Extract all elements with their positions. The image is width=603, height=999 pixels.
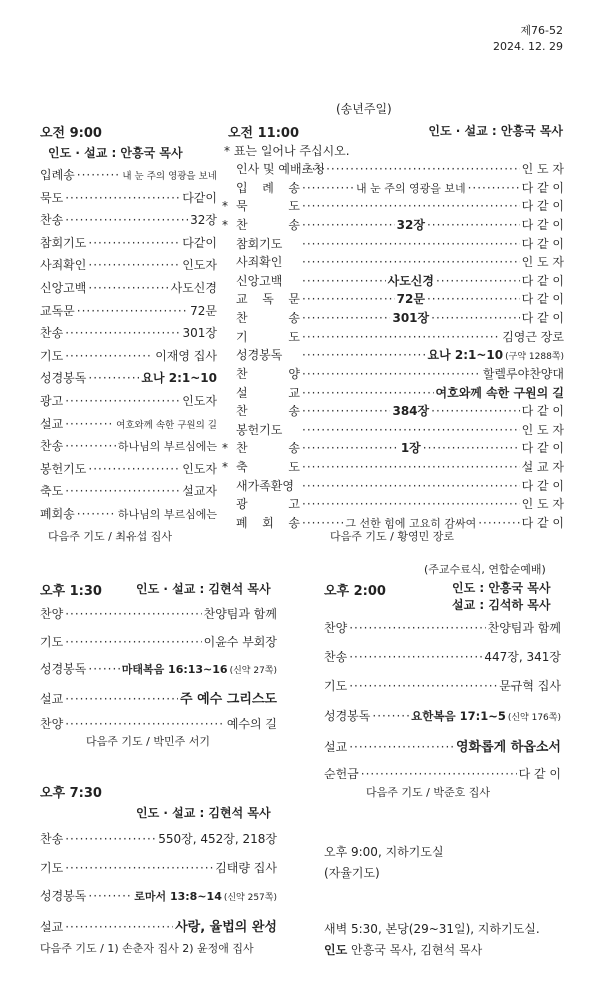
order-item — [40, 189, 217, 206]
order-label: 설교 — [40, 691, 64, 706]
order-value: 영화롭게 하옵소서 — [456, 739, 561, 755]
order-item — [222, 495, 564, 512]
order-item — [40, 887, 277, 904]
dot-leader — [302, 330, 500, 344]
dot-leader — [427, 218, 520, 232]
dot-leader — [65, 920, 173, 934]
order-item — [40, 859, 277, 876]
dot-leader — [88, 889, 132, 903]
order-item — [324, 619, 561, 636]
order-label: 기도 — [40, 348, 64, 363]
order-label: 찬송 — [40, 326, 64, 341]
order-label: 봉헌기도 — [236, 422, 283, 437]
order-item — [40, 279, 217, 296]
next-week-prayer: 다음주 기도 / 1) 손춘자 집사 2) 윤정애 집사 — [40, 942, 254, 955]
order-label: 찬양 — [40, 717, 64, 731]
service-leader: 인도 · 설교 : 안흥국 목사 — [428, 124, 563, 138]
order-item — [324, 765, 561, 782]
dot-leader — [436, 274, 520, 288]
order-label: 찬양 — [324, 621, 348, 635]
dot-leader — [65, 417, 114, 431]
order-value: 로마서 13:8~14 — [134, 890, 222, 903]
order-note: (신약 27쪽) — [229, 666, 277, 676]
dot-leader — [65, 394, 180, 408]
order-detail: 사도신경 — [387, 273, 434, 288]
standing-note: * 표는 일어나 주십시오. — [224, 144, 350, 158]
dot-leader — [302, 441, 399, 455]
dot-leader — [88, 236, 180, 250]
order-label: 신앙고백 — [40, 281, 87, 295]
order-item — [40, 505, 217, 522]
order-value: 301장 — [182, 326, 217, 341]
order-item — [222, 290, 564, 307]
standing-mark: * — [222, 460, 228, 475]
dot-leader — [65, 213, 188, 227]
order-person: 인 도 자 — [521, 162, 564, 176]
order-item — [222, 365, 564, 382]
order-item — [40, 234, 217, 251]
order-label: 찬 송 — [236, 311, 300, 326]
dot-leader — [361, 767, 517, 781]
order-item — [222, 439, 564, 456]
order-note: (신약 257쪽) — [223, 893, 277, 903]
dot-leader — [349, 650, 482, 664]
order-item — [324, 707, 561, 724]
order-label: 봉헌기도 — [40, 461, 87, 476]
order-item — [40, 324, 217, 341]
order-item — [40, 166, 217, 183]
order-value: 찬양팀과 함께 — [487, 621, 561, 635]
dawn-leader-label: 인도 — [324, 943, 348, 957]
standing-mark: * — [222, 217, 228, 232]
issue-number: 제76-52 — [520, 24, 563, 37]
dot-leader — [302, 348, 426, 362]
dot-leader — [302, 404, 390, 418]
order-value: 하나님의 부르심에는 — [117, 508, 217, 521]
order-person: 인 도 자 — [521, 497, 564, 512]
order-item — [324, 736, 561, 755]
dawn-prayer-leaders — [324, 941, 482, 958]
order-value: 32장 — [190, 213, 217, 228]
order-person: 다 같 이 — [521, 311, 564, 326]
order-label: 설 교 — [236, 385, 300, 400]
dot-leader — [65, 191, 180, 205]
dot-leader — [302, 386, 434, 400]
order-item — [222, 179, 564, 196]
order-value: 예수의 길 — [226, 717, 277, 731]
order-item — [324, 648, 561, 665]
order-value: 인도자 — [182, 394, 217, 408]
dot-leader — [302, 497, 520, 511]
order-item — [40, 392, 217, 409]
dot-leader — [431, 404, 519, 418]
order-label: 입례송 — [40, 168, 75, 182]
order-label: 입 례 송 — [236, 180, 300, 195]
order-person: 다 같 이 — [521, 515, 564, 530]
order-value: 72문 — [190, 303, 217, 318]
order-item — [40, 830, 277, 847]
order-person: 다 같 이 — [521, 217, 564, 232]
service-time: 오후 1:30 — [40, 584, 102, 599]
order-label: 교 독 문 — [236, 292, 300, 307]
dot-leader — [65, 349, 153, 363]
order-item — [40, 415, 217, 432]
dot-leader — [88, 371, 139, 385]
order-label: 찬송 — [40, 213, 64, 228]
order-item — [222, 402, 564, 419]
dot-leader — [65, 832, 156, 846]
dot-leader — [65, 607, 201, 621]
service-leader: 인도 · 설교 : 김현석 목사 — [136, 806, 271, 820]
order-item — [222, 309, 564, 326]
order-item — [222, 253, 564, 270]
order-label: 기도 — [324, 679, 348, 694]
order-detail: 32장 — [396, 217, 425, 232]
bulletin-date: 2024. 12. 29 — [493, 40, 563, 53]
order-label: 찬양 — [40, 607, 64, 621]
dot-leader — [468, 181, 520, 195]
order-item — [222, 346, 564, 363]
dot-leader — [302, 181, 354, 195]
order-label: 신앙고백 — [236, 273, 283, 288]
order-item — [40, 302, 217, 319]
order-item — [40, 256, 217, 273]
dot-leader — [65, 326, 180, 340]
order-value: 요나 2:1~10 — [141, 371, 217, 386]
dot-leader — [65, 439, 116, 453]
order-label: 찬송 — [40, 832, 64, 846]
order-label: 사죄확인 — [236, 255, 283, 270]
order-label: 새가족환영 — [236, 478, 294, 493]
order-value: 하나님의 부르심에는 — [117, 440, 217, 454]
sunday-title: (송년주일) — [336, 102, 392, 116]
next-week-prayer: 다음주 기도 / 최유섭 집사 — [48, 530, 172, 543]
order-label: 찬송 — [324, 650, 348, 665]
dot-leader — [372, 709, 409, 723]
next-week-prayer: 다음주 기도 / 황영민 장로 — [330, 530, 454, 543]
dot-leader — [431, 311, 519, 325]
order-value: 김태량 집사 — [215, 860, 277, 875]
order-value: 인도자 — [182, 461, 217, 476]
order-value: 문규혁 집사 — [499, 679, 561, 694]
order-item — [222, 384, 564, 401]
order-item — [324, 677, 561, 694]
order-person: 김영근 장로 — [502, 329, 564, 344]
dot-leader — [302, 199, 520, 213]
order-item — [222, 477, 564, 494]
order-item — [222, 328, 564, 345]
order-label: 찬 송 — [236, 217, 300, 232]
order-detail: 72문 — [396, 292, 425, 307]
order-label: 순헌금 — [324, 767, 359, 781]
order-label: 광 고 — [236, 497, 300, 512]
order-item — [40, 715, 277, 732]
dawn-leader-names: 안흥국 목사, 김현석 목사 — [351, 943, 483, 957]
service-time: 오전 11:00 — [228, 126, 300, 141]
order-label: 성경봉독 — [236, 348, 283, 363]
order-person: 인 도 자 — [521, 422, 564, 437]
order-person: 다 같 이 — [521, 404, 564, 419]
dot-leader — [302, 237, 520, 251]
dot-leader — [65, 635, 201, 649]
order-person: 다 같 이 — [521, 441, 564, 456]
order-label: 설교 — [40, 416, 64, 431]
order-note: (구약 1288쪽) — [505, 352, 564, 363]
dot-leader — [302, 423, 520, 437]
order-item — [222, 235, 564, 252]
standing-mark: * — [222, 199, 228, 214]
service-time: 오전 9:00 — [40, 126, 102, 141]
dot-leader — [302, 460, 520, 474]
dot-leader — [65, 692, 178, 706]
order-item — [40, 482, 217, 499]
dot-leader — [478, 516, 519, 530]
order-note: (신약 176쪽) — [507, 712, 561, 723]
order-person: 여호와께 속한 구원의 길 — [435, 385, 564, 400]
dot-leader — [423, 441, 520, 455]
order-detail: 그 선한 힘에 고요히 감싸여 — [345, 516, 477, 530]
dot-leader — [302, 367, 481, 381]
order-label: 폐 회 송 — [236, 515, 300, 530]
order-person: 인 도 자 — [521, 255, 564, 270]
service-leader: 인도 · 설교 : 안흥국 목사 — [48, 146, 183, 160]
standing-mark: * — [222, 441, 228, 456]
service-time: 오후 2:00 — [324, 584, 386, 599]
order-value: 사도신경 — [170, 281, 217, 295]
dot-leader — [302, 311, 390, 325]
order-person: 설 교 자 — [521, 460, 564, 475]
order-label: 묵도 — [40, 190, 64, 205]
order-value: 이재영 집사 — [155, 348, 217, 363]
order-label: 묵 도 — [236, 199, 300, 214]
order-item — [222, 421, 564, 438]
dot-leader — [65, 717, 225, 731]
order-value: 다 같 이 — [518, 767, 561, 781]
order-label: 성경봉독 — [40, 662, 87, 676]
order-item — [40, 460, 217, 477]
order-item — [40, 633, 277, 650]
order-label: 인사 및 예배초청 — [236, 162, 325, 176]
dot-leader — [302, 255, 520, 269]
order-label: 기도 — [40, 634, 64, 649]
dot-leader — [302, 162, 520, 176]
order-value: 주 예수 그리스도 — [180, 691, 277, 707]
dot-leader — [302, 274, 386, 288]
order-label: 찬 양 — [236, 366, 300, 381]
order-item — [222, 160, 564, 177]
dot-leader — [77, 304, 188, 318]
order-label: 사죄확인 — [40, 258, 87, 273]
dot-leader — [88, 258, 180, 272]
order-label: 찬 송 — [236, 441, 300, 456]
service-time: 오후 7:30 — [40, 786, 102, 801]
order-item — [40, 916, 277, 935]
service-preacher: 설교 : 김석하 목사 — [452, 598, 551, 612]
order-value: 설교자 — [182, 484, 217, 499]
order-person: 다 같 이 — [521, 478, 564, 493]
dot-leader — [302, 479, 520, 493]
order-value: 요한복음 17:1~5 — [411, 708, 506, 723]
dot-leader — [349, 740, 454, 754]
order-item — [222, 197, 564, 214]
order-person: 다 같 이 — [521, 180, 564, 195]
dot-leader — [302, 218, 395, 232]
order-item — [40, 437, 217, 454]
service-subtitle: (주교수료식, 연합순예배) — [424, 563, 546, 576]
order-item — [40, 605, 277, 622]
dot-leader — [349, 679, 497, 693]
order-detail: 내 눈 주의 영광을 보네 — [355, 181, 466, 195]
order-label: 교독문 — [40, 303, 75, 318]
service-leader: 인도 · 설교 : 김현석 목사 — [136, 582, 271, 596]
order-value: 이윤수 부회장 — [203, 634, 277, 649]
pm9-prayer-line: 오후 9:00, 지하기도실 — [324, 845, 444, 859]
order-person: 다 같 이 — [521, 273, 564, 288]
service-leader: 인도 : 안흥국 목사 — [452, 581, 551, 595]
order-value: 447장, 341장 — [484, 650, 561, 665]
order-detail: 요나 2:1~10 — [427, 348, 504, 363]
order-item — [222, 216, 564, 233]
order-value: 다같이 — [182, 235, 217, 250]
dot-leader — [427, 292, 520, 306]
order-value: 마태복음 16:13~16 — [121, 663, 228, 676]
order-label: 폐회송 — [40, 507, 75, 521]
order-item — [40, 688, 277, 707]
order-label: 광고 — [40, 394, 64, 408]
order-item — [40, 660, 277, 677]
order-label: 참회기도 — [236, 236, 283, 251]
order-item — [40, 347, 217, 364]
pm9-prayer-note: (자율기도) — [324, 866, 380, 880]
dot-leader — [65, 484, 180, 498]
dot-leader — [349, 621, 485, 635]
dot-leader — [77, 168, 121, 182]
order-label: 찬송 — [40, 439, 64, 454]
order-item — [222, 272, 564, 289]
order-detail: 384장 — [392, 404, 430, 419]
dawn-prayer-line: 새벽 5:30, 본당(29~31일), 지하기도실. — [324, 922, 540, 936]
order-label: 설교 — [40, 919, 64, 934]
dot-leader — [65, 861, 213, 875]
order-value: 찬양팀과 함께 — [203, 607, 277, 621]
dot-leader — [302, 292, 395, 306]
next-week-prayer: 다음주 기도 / 박민주 서기 — [86, 735, 210, 748]
order-label: 축도 — [40, 484, 64, 499]
order-person: 다 같 이 — [521, 199, 564, 214]
order-label: 성경봉독 — [40, 371, 87, 386]
order-value: 사랑, 율법의 완성 — [175, 919, 277, 935]
order-detail: 301장 — [392, 311, 430, 326]
order-value: 여호와께 속한 구원의 길 — [116, 419, 217, 431]
order-item — [40, 211, 217, 228]
order-value: 인도자 — [182, 258, 217, 273]
order-label: 찬 송 — [236, 404, 300, 419]
dot-leader — [88, 662, 119, 676]
order-item — [40, 369, 217, 386]
order-person: 다 같 이 — [521, 236, 564, 251]
dot-leader — [88, 462, 180, 476]
order-person: 할렐루야찬양대 — [482, 366, 564, 381]
order-label: 기 도 — [236, 329, 300, 344]
order-detail: 1장 — [400, 441, 421, 456]
order-label: 축 도 — [236, 460, 300, 475]
order-person: 다 같 이 — [521, 292, 564, 307]
order-label: 설교 — [324, 739, 348, 754]
order-value: 550장, 452장, 218장 — [158, 832, 277, 846]
order-item — [222, 458, 564, 475]
dot-leader — [88, 281, 168, 295]
order-label: 성경봉독 — [40, 889, 87, 903]
order-value: 다같이 — [182, 190, 217, 205]
order-label: 성경봉독 — [324, 708, 371, 723]
order-label: 참회기도 — [40, 235, 87, 250]
dot-leader — [77, 507, 116, 521]
next-week-prayer: 다음주 기도 / 박준호 집사 — [366, 786, 490, 799]
order-label: 기도 — [40, 860, 64, 875]
order-value: 내 눈 주의 영광을 보네 — [122, 171, 217, 182]
